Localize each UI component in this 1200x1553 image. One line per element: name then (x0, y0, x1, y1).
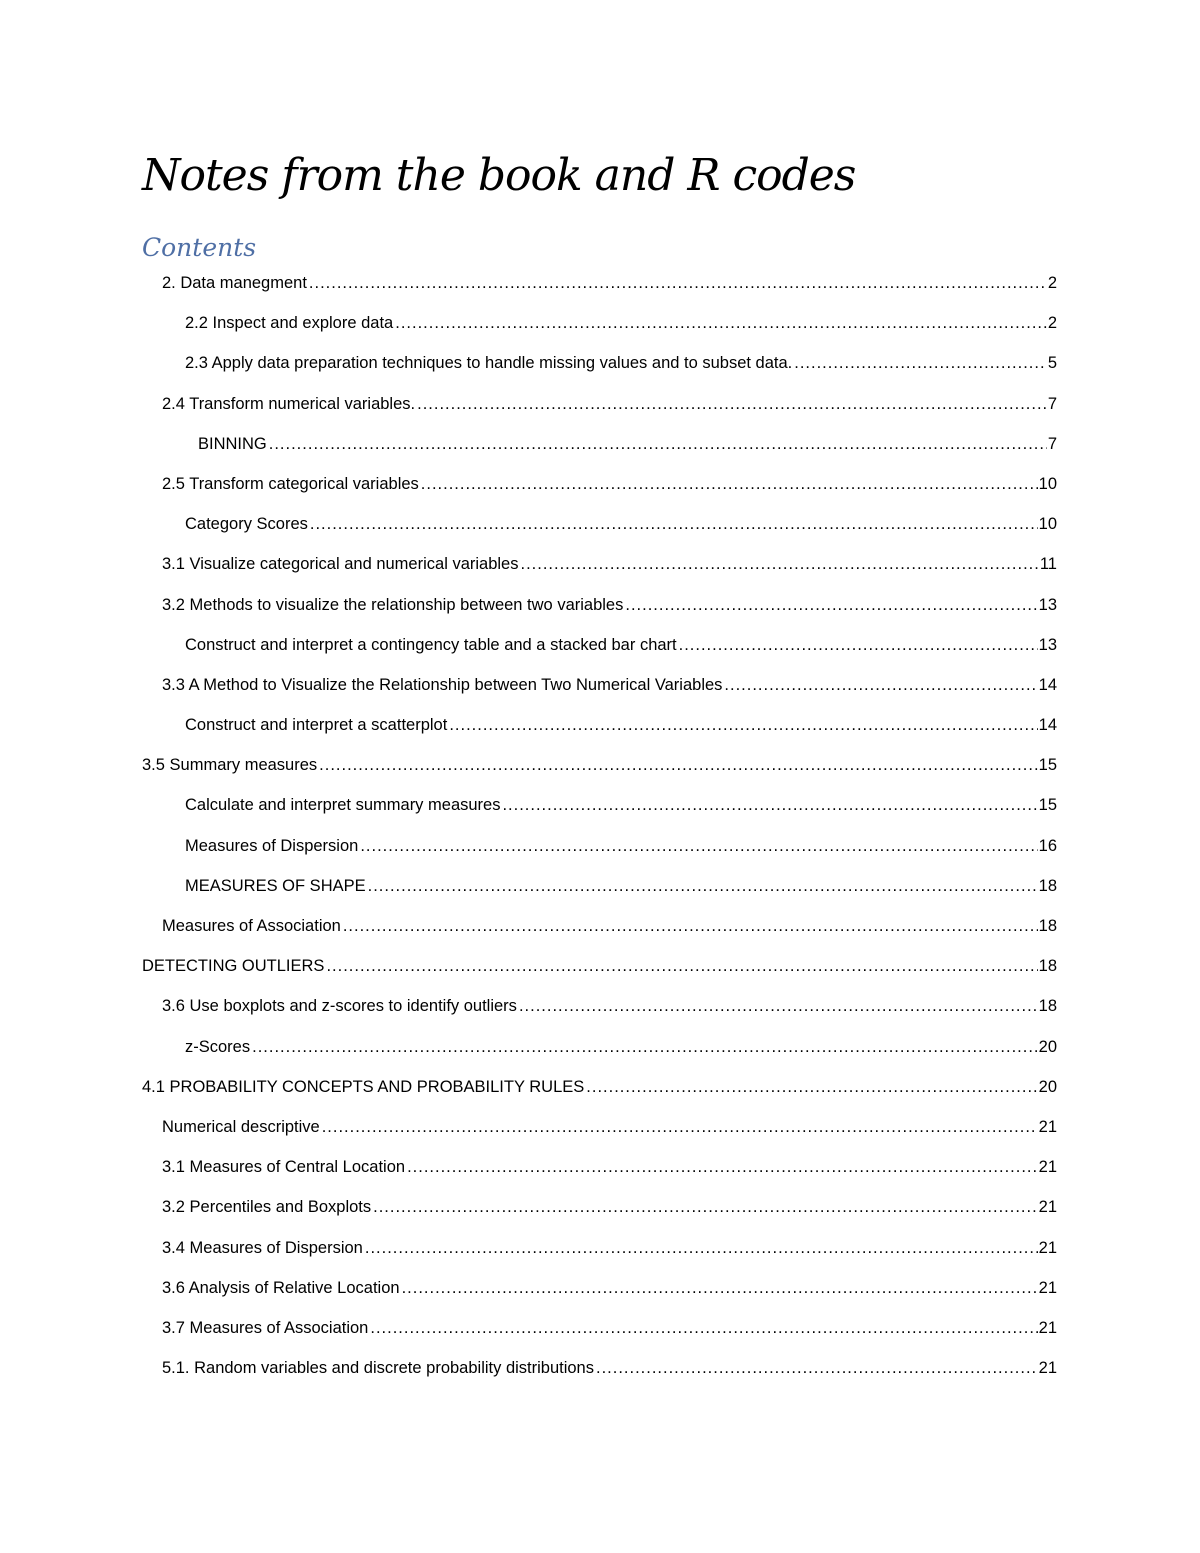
toc-dot-leader (365, 1233, 1038, 1263)
toc-entry (0, 1313, 1200, 1353)
toc-entry (0, 1032, 1200, 1072)
toc-entry-text: 2.4 Transform numerical variables. (162, 394, 416, 413)
toc-page-number: 20 (1038, 1037, 1057, 1056)
toc-dot-leader (310, 509, 1038, 539)
toc-link[interactable] (185, 630, 1057, 660)
toc-link[interactable] (162, 1152, 1057, 1182)
toc-entry (0, 1072, 1200, 1112)
toc-page-number: 13 (1038, 595, 1057, 614)
toc-link[interactable] (162, 1192, 1057, 1222)
toc-entry (0, 1233, 1200, 1273)
toc-entry-text: MEASURES OF SHAPE (185, 876, 366, 895)
toc-entry-text: z-Scores (185, 1037, 251, 1056)
toc-dot-leader (724, 670, 1037, 700)
toc-dot-leader (252, 1032, 1038, 1062)
toc-dot-leader (309, 268, 1047, 298)
toc-link[interactable] (162, 590, 1057, 620)
toc-link[interactable] (185, 348, 1057, 378)
toc-link[interactable] (162, 1353, 1057, 1383)
toc-entry (0, 509, 1200, 549)
toc-link[interactable] (162, 469, 1057, 499)
toc-dot-leader (421, 469, 1038, 499)
toc-link[interactable] (162, 1112, 1057, 1142)
toc-page-number: 7 (1047, 394, 1057, 413)
toc-link[interactable] (185, 1032, 1057, 1062)
toc-entry-text: 3.1 Visualize categorical and numerical variables (162, 555, 519, 574)
toc-entry-text: BINNING (198, 434, 267, 453)
toc-page-number: 21 (1038, 1238, 1057, 1257)
toc-dot-leader (269, 429, 1047, 459)
toc-page-number: 21 (1038, 1278, 1057, 1297)
toc-dot-leader (402, 1273, 1038, 1303)
toc-entry (0, 630, 1200, 670)
toc-page-number: 16 (1038, 836, 1057, 855)
toc-entry (0, 469, 1200, 509)
toc-entry-text: 3.1 Measures of Central Location (162, 1158, 406, 1177)
toc-dot-leader (520, 549, 1038, 579)
toc-link[interactable] (162, 1273, 1057, 1303)
toc-entry-text: 3.6 Use boxplots and z-scores to identify outliers (162, 997, 517, 1016)
toc-page-number: 7 (1047, 434, 1057, 453)
toc-dot-leader (519, 991, 1038, 1021)
toc-dot-leader (586, 1072, 1037, 1102)
toc-page-number: 15 (1038, 796, 1057, 815)
toc-entry-text: Numerical descriptive (162, 1117, 320, 1136)
toc-entry-text: Construct and interpret a scatterplot (185, 716, 448, 735)
toc-page-number: 18 (1038, 997, 1057, 1016)
toc-link[interactable] (162, 1233, 1057, 1263)
toc-dot-leader (322, 1112, 1038, 1142)
toc-page-number: 2 (1047, 314, 1057, 333)
toc-entry (0, 1152, 1200, 1192)
toc-link[interactable] (162, 1313, 1057, 1343)
toc-link[interactable] (142, 1072, 1057, 1102)
toc-entry (0, 1192, 1200, 1232)
toc-link[interactable] (185, 831, 1057, 861)
toc-link[interactable] (185, 871, 1057, 901)
toc-page-number: 18 (1038, 876, 1057, 895)
toc-link[interactable] (142, 750, 1057, 780)
toc-entry (0, 1112, 1200, 1152)
toc-link[interactable] (162, 549, 1057, 579)
toc-entry-text: Measures of Dispersion (185, 836, 359, 855)
toc-entry-text: Measures of Association (162, 917, 341, 935)
toc-entry (0, 308, 1200, 348)
toc-entry (0, 670, 1200, 710)
toc-page-number: 13 (1038, 635, 1057, 654)
toc-dot-leader (319, 750, 1037, 780)
toc-entry (0, 911, 1200, 951)
toc-dot-leader (326, 951, 1037, 981)
toc-link[interactable] (162, 911, 1057, 941)
toc-entry-text: 5.1. Random variables and discrete probability distributions (162, 1359, 594, 1378)
toc-entry-text: 3.5 Summary measures (142, 756, 318, 775)
toc-entry (0, 549, 1200, 589)
toc-entry (0, 268, 1200, 308)
toc-dot-leader (395, 308, 1047, 338)
toc-entry (0, 951, 1200, 991)
toc-entry (0, 590, 1200, 630)
toc-entry-text: 2.3 Apply data preparation techniques to handle missing values and to subset data. (185, 354, 793, 373)
toc-entry (0, 750, 1200, 790)
toc-page-number: 21 (1038, 1359, 1057, 1378)
toc-page-number: 10 (1038, 474, 1057, 493)
toc-entry-text: 4.1 PROBABILITY CONCEPTS AND PROBABILITY RULES (142, 1077, 585, 1096)
toc-page-number: 21 (1038, 1318, 1057, 1337)
toc-link[interactable] (142, 951, 1057, 981)
toc-page-number: 2 (1047, 274, 1057, 292)
toc-dot-leader (449, 710, 1037, 740)
toc-dot-leader (502, 790, 1037, 820)
toc-entry-text: 3.2 Percentiles and Boxplots (162, 1198, 372, 1217)
document-title: Notes from the book and R codes (142, 150, 856, 201)
toc-entry-text: Construct and interpret a contingency table and a stacked bar chart (185, 635, 677, 654)
toc-dot-leader (596, 1353, 1038, 1383)
toc-link[interactable] (185, 509, 1057, 539)
toc-entry (0, 790, 1200, 830)
toc-dot-leader (368, 871, 1038, 901)
toc-entry-text: 3.3 A Method to Visualize the Relationship between Two Numerical Variables (162, 675, 723, 694)
toc-page-number: 21 (1038, 1198, 1057, 1217)
toc-dot-leader (370, 1313, 1037, 1343)
toc-link[interactable] (162, 670, 1057, 700)
toc-page-number: 11 (1039, 555, 1057, 574)
toc-link[interactable] (198, 429, 1057, 459)
toc-page-number: 5 (1047, 354, 1057, 373)
toc-link[interactable] (185, 710, 1057, 740)
toc-heading: Contents (142, 233, 257, 262)
toc-link[interactable] (162, 991, 1057, 1021)
toc-page-number: 10 (1038, 515, 1057, 534)
toc-dot-leader (417, 389, 1047, 419)
toc-dot-leader (679, 630, 1038, 660)
toc-link[interactable] (162, 268, 1057, 298)
toc-page-number: 15 (1038, 756, 1057, 775)
toc-entry-text: 2.2 Inspect and explore data (185, 314, 394, 333)
toc-dot-leader (794, 348, 1047, 378)
toc-entry-text: Calculate and interpret summary measures (185, 796, 501, 815)
toc-page-number: 14 (1038, 675, 1057, 694)
toc-entry (0, 831, 1200, 871)
toc-entry-text: Category Scores (185, 515, 308, 534)
toc-link[interactable] (185, 790, 1057, 820)
toc-page-number: 21 (1038, 1158, 1057, 1177)
toc-link[interactable] (162, 389, 1057, 419)
toc-entry (0, 1353, 1200, 1393)
toc-dot-leader (373, 1192, 1038, 1222)
toc-entry-text: 3.4 Measures of Dispersion (162, 1238, 363, 1257)
table-of-contents (0, 268, 1200, 1393)
toc-dot-leader (343, 911, 1038, 941)
toc-entry-text: 3.6 Analysis of Relative Location (162, 1278, 400, 1297)
toc-entry (0, 348, 1200, 388)
toc-entry-text: DETECTING OUTLIERS (142, 957, 325, 976)
toc-entry (0, 389, 1200, 429)
toc-entry (0, 1273, 1200, 1313)
toc-page-number: 21 (1038, 1117, 1057, 1136)
toc-page-number: 20 (1038, 1077, 1057, 1096)
toc-dot-leader (625, 590, 1037, 620)
toc-entry-text: 3.7 Measures of Association (162, 1318, 369, 1337)
toc-entry-text: 2.5 Transform categorical variables (162, 474, 419, 493)
toc-dot-leader (360, 831, 1037, 861)
toc-page-number: 18 (1038, 957, 1057, 976)
toc-dot-leader (407, 1152, 1038, 1182)
toc-entry (0, 710, 1200, 750)
toc-page-number: 18 (1038, 917, 1057, 935)
toc-entry-text: 2. Data manegment (162, 274, 307, 292)
toc-page-number: 14 (1038, 716, 1057, 735)
toc-entry (0, 429, 1200, 469)
toc-entry-text: 3.2 Methods to visualize the relationship between two variables (162, 595, 624, 614)
toc-entry (0, 871, 1200, 911)
toc-entry (0, 991, 1200, 1031)
toc-link[interactable] (185, 308, 1057, 338)
